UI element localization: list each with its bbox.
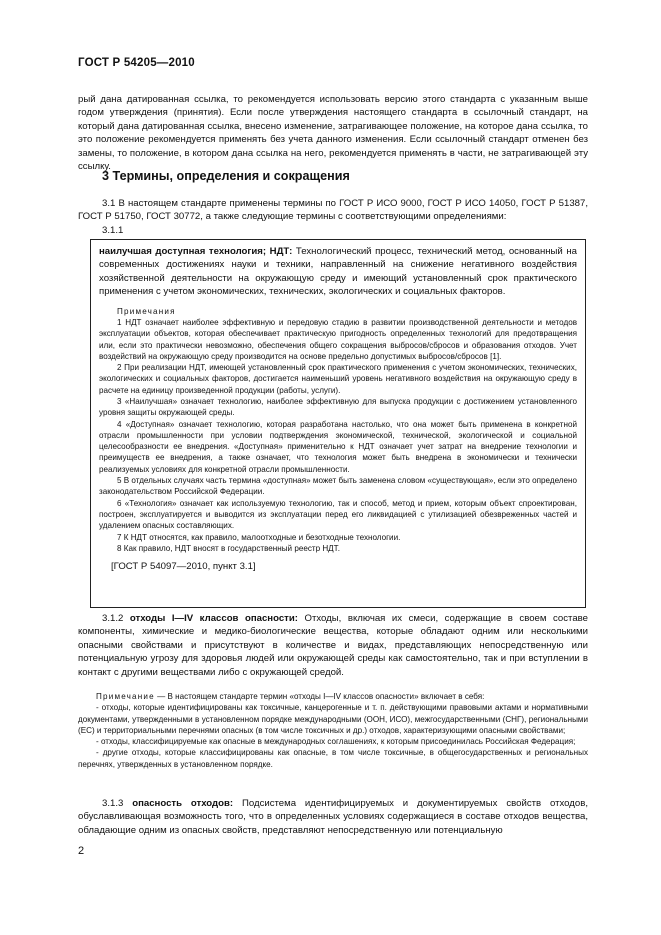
- clause-3-1-3: [78, 797, 588, 837]
- term-waste-hazard: опасность отходов:: [132, 798, 234, 809]
- term-waste-hazard-classes: отходы I—IV классов опасности:: [129, 613, 298, 624]
- intro-paragraph: [78, 93, 588, 173]
- note-3-1-2-intro: [78, 691, 588, 702]
- note-7: 7 К НДТ относятся, как правило, малоотходные и безотходные технологии.: [117, 532, 401, 542]
- clause-3-1-3-number: 3.1.3: [102, 798, 133, 809]
- note-label: Примечание: [96, 692, 155, 701]
- definition-box: [90, 239, 586, 608]
- note-intro-text: — В настоящем стандарте термин «отходы I—IV классов опасности» включает в себя:: [154, 692, 485, 701]
- note-item-1: - отходы, которые идентифицированы как токсичные, канцерогенные и т. п. действующими правовыми актами и нормативными документами, утвержденными в установленном порядке международными (ООН, ИСО), межгосударственными (СНГ), региональными (ЕС) и территориальными перечнями опасных (в том числе токсичных и др.) отходов, характеризующими опасными свойствами;: [78, 703, 588, 735]
- page-number: 2: [78, 845, 85, 857]
- note-3: 3 «Наилучшая» означает технологию, наиболее эффективную для выпуска продукции с достижением установленного уровня защиты окружающей среды.: [99, 397, 577, 418]
- source-reference: [ГОСТ Р 54097—2010, пункт 3.1]: [111, 561, 256, 573]
- clause-3-1-1-number: 3.1.1: [102, 224, 124, 236]
- definition-ndt: [99, 245, 577, 299]
- clause-3-1-text: 3.1 В настоящем стандарте применены термины по ГОСТ Р ИСО 9000, ГОСТ Р ИСО 14050, ГОСТ Р 51387, ГОСТ Р 51750, ГОСТ 30772, а также следующие термины с соответствующими определениями:: [78, 198, 588, 223]
- note-8: 8 Как правило, НДТ вносят в государственный реестр НДТ.: [117, 543, 340, 553]
- term-ndt: наилучшая доступная технология; НДТ:: [99, 246, 293, 257]
- note-2: 2 При реализации НДТ, имеющей установленный срок практического применения с учетом экономических, технических, экологических и социальных факторов, достигается наименьший уровень негативного воздействия на окружающую среду в расчете на единицу произведенной продукции (работы, услуги).: [99, 363, 577, 395]
- note-5: 5 В отдельных случаях часть термина «доступная» может быть заменена словом «существующая», если это определено законодательством Российской Федерации.: [99, 476, 577, 497]
- clause-3-1-2-number: 3.1.2: [102, 613, 130, 624]
- clause-3-1: [78, 197, 588, 237]
- section-title: 3 Термины, определения и сокращения: [102, 169, 350, 183]
- note-1: 1 НДТ означает наиболее эффективную и передовую стадию в развитии производственной деятельности и методов эксплуатации объектов, которая обеспечивает практическую пригодность определенных технологий для предотвращения или, если это практически невозможно, обеспечения общего сокращения выбросов/сбросов и образования отходов. Учет воздействий на окружающую среду производится на основе предельно допустимых выбросов/сбросов [1].: [99, 317, 577, 361]
- intro-text: рый дана датированная ссылка, то рекомендуется использовать версию этого стандарта с указанным выше годом утверждения (принятия). Если после утверждения настоящего стандарта в ссылочный стандарт, на который дана датированная ссылка, внесено изменение, затрагивающее положение, на которое дана ссылка, то это положение рекомендуется применять без учета данного изменения. Если ссылочный стандарт отменен без замены, то положение, в котором дана ссылка на него, рекомендуется применять в части, не затрагивающей эту ссылку.: [78, 94, 588, 173]
- note-4: 4 «Доступная» означает технологию, которая разработана настолько, что она может быть применена в конкретной отрасли промышленности при условии подтверждения экономической, технической, экологической и социальной целесообразности ее внедрения. «Доступная» применительно к НДТ означает учет затрат на внедрение технологии и преимуществ ее внедрения, а также означает, что технология может быть внедрена в экономически и технически реализуемых условиях для конкретной отрасли промышленности.: [99, 419, 577, 474]
- document-header: ГОСТ Р 54205—2010: [78, 57, 195, 69]
- clause-3-1-3-text: [78, 797, 588, 837]
- note-6: 6 «Технология» означает как используемую технологию, так и способ, метод и прием, которым объект спроектирован, построен, эксплуатируется и выводится из эксплуатации перед его ликвидацией с утилизацией обезвреженных частей и удалением опасных составляющих.: [99, 498, 577, 531]
- clause-3-1-2: [78, 612, 588, 679]
- clause-3-1-2-text: [78, 612, 588, 679]
- note-item-2: - отходы, классифицируемые как опасные в международных соглашениях, к которым присоединилась Российская Федерация;: [96, 737, 576, 747]
- note-item-3: - другие отходы, которые классифицированы как опасные, в том числе токсичные, в общегосударственных и региональных перечнях, утвержденных в установленном порядке.: [78, 748, 588, 769]
- clause-3-1-2-definition: Отходы, включая их смеси, содержащие в своем составе компоненты, химические и медико-биологические вещества, которые обладают одним или несколькими опасными свойствами и присутствуют в количестве и видах, представляющих непосредственную или потенциальную угрозу для здоровья людей или окружающей среды как самостоятельно, так и при вступлении в контакт с другими веществами либо с окружающей средой.: [78, 613, 588, 678]
- notes-title: Примечания: [117, 306, 176, 316]
- note-3-1-2: [78, 691, 588, 770]
- clause-3-1-3-definition: Подсистема идентифицируемых и документируемых свойств отходов, обуславливающая возможность того, что в определенных условиях содержащиеся в составе отходов вещества, обладающие одним из опасных свойств, представляют непосредственную или потенциальную: [78, 798, 588, 836]
- definition-ndt-text: Технологический процесс, технический метод, основанный на современных достижениях науки и техники, направленный на снижение негативного воздействия хозяйственной деятельности на окружающую среду и имеющий установленный срок практического применения с учетом экономических, технических, экологических и социальных факторов.: [99, 246, 577, 298]
